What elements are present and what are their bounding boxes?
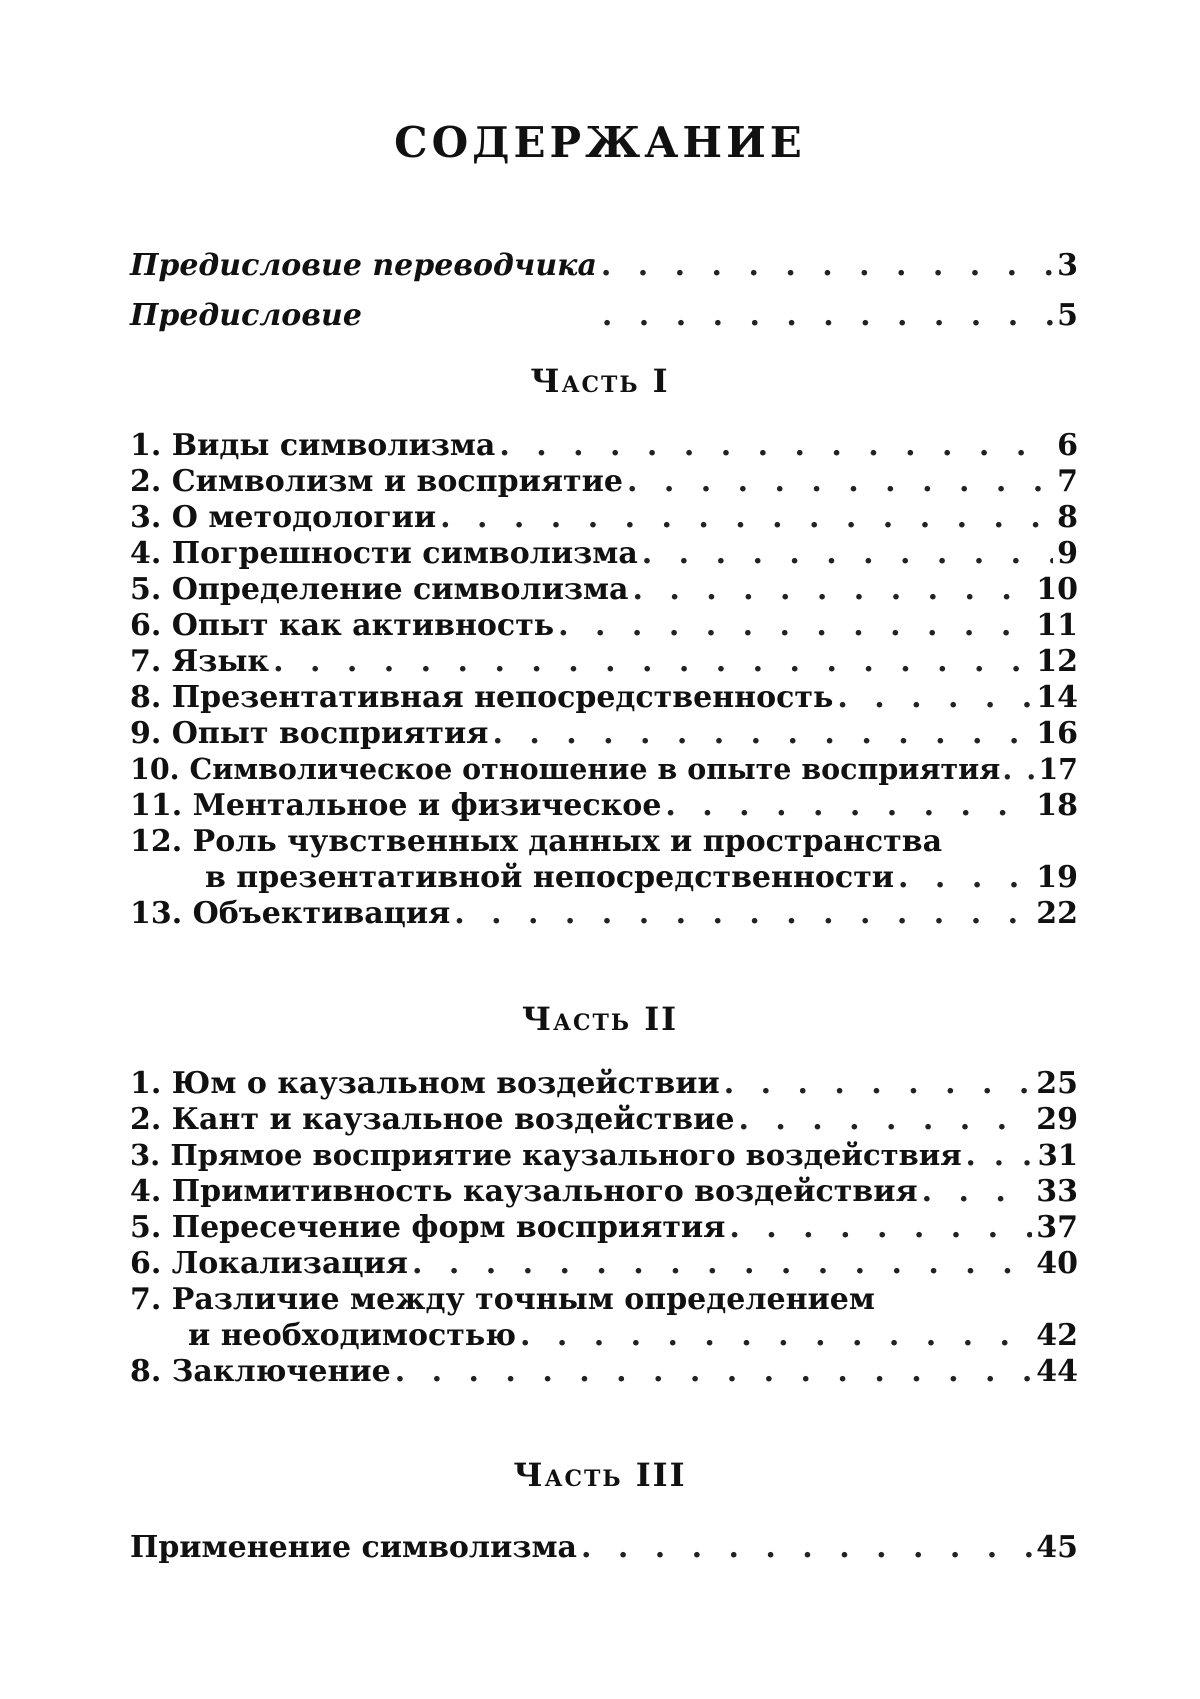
dot-leader: [499, 428, 1053, 463]
toc-entry: [130, 824, 1078, 860]
toc-entry-page: 45: [1036, 1530, 1078, 1565]
dot-leader: [922, 1174, 1033, 1209]
toc-entry-page: 33: [1036, 1174, 1078, 1209]
toc-entry-page: 44: [1036, 1354, 1078, 1389]
toc-entry-label: 12. Роль чувственных данных и пространства: [130, 824, 943, 859]
dot-leader: [412, 1246, 1032, 1281]
toc-entry: [130, 1066, 1078, 1102]
toc-entry: [130, 644, 1078, 680]
toc-entry-label: Предисловие: [130, 298, 362, 333]
dot-leader: [966, 1138, 1034, 1172]
toc-entry-label: 6. Локализация: [130, 1246, 408, 1281]
toc-entry-page: 10: [1036, 572, 1078, 607]
toc-entry-page: 42: [1036, 1318, 1078, 1353]
toc-entry-label: 11. Ментальное и физическое: [130, 788, 662, 823]
dot-leader: [492, 716, 1032, 751]
part-heading-2: Часть II: [521, 1000, 679, 1038]
toc-entry: [130, 716, 1078, 752]
toc-entry-label: 3. О методологии: [130, 500, 437, 535]
toc-entry-page: 16: [1036, 716, 1078, 751]
dot-leader: [837, 680, 1032, 715]
toc-entry-label: 7. Различие между точным определением: [130, 1282, 875, 1317]
dot-leader: [440, 500, 1053, 535]
dot-leader: [729, 1210, 1032, 1245]
toc-entry-page: 11: [1036, 608, 1078, 643]
toc-entry-page: 31: [1037, 1138, 1078, 1172]
toc-entry: [130, 572, 1078, 608]
toc-entry-continuation: [188, 1318, 1078, 1354]
toc-entry-label: в презентативной непосредственности: [205, 860, 895, 895]
toc-entry-page: 14: [1036, 680, 1078, 715]
dot-leader: [632, 572, 1032, 607]
part-heading-3: Часть III: [513, 1456, 687, 1494]
toc-entry-label: 9. Опыт восприятия: [130, 716, 489, 751]
toc-entry: [130, 788, 1078, 824]
dot-leader: [395, 1354, 1032, 1389]
toc-entry-page: 8: [1057, 500, 1078, 535]
dot-leader: [665, 788, 1032, 823]
dot-leader: [520, 1318, 1032, 1353]
dot-leader: [602, 298, 1053, 333]
toc-entry-label: Применение символизма: [130, 1530, 577, 1565]
toc-entry-page: 6: [1057, 428, 1078, 463]
dot-leader: [581, 1530, 1032, 1565]
dot-leader: [454, 896, 1032, 931]
toc-entry: [130, 536, 1078, 572]
toc-entry: [130, 896, 1078, 932]
toc-entry-label: 6. Опыт как активность: [130, 608, 555, 643]
toc-entry-label: 4. Примитивность каузального воздействия: [130, 1174, 918, 1209]
toc-entry: [130, 428, 1078, 464]
toc-entry-label: 8. Презентативная непосредственность: [130, 680, 834, 715]
dot-leader: [558, 608, 1032, 643]
dot-leader: [627, 464, 1053, 499]
toc-entry-translator-preface: [130, 248, 1078, 284]
toc-entry-label: 7. Язык: [130, 644, 270, 679]
toc-entry: [130, 1174, 1078, 1210]
toc-entry: [130, 680, 1078, 716]
dot-leader: [724, 1066, 1033, 1101]
toc-entry-label: 5. Определение символизма: [130, 572, 629, 607]
toc-entry-label: 5. Пересечение форм восприятия: [130, 1210, 726, 1245]
toc-entry-page: 19: [1036, 860, 1078, 895]
toc-entry-label: 1. Виды символизма: [130, 428, 496, 463]
toc-entry-page: 29: [1036, 1102, 1078, 1137]
toc-entry-page: 25: [1036, 1066, 1078, 1101]
toc-entry: [130, 464, 1078, 500]
toc-entry-label: 10. Символическое отношение в опыте восприятия: [130, 752, 1001, 786]
part-heading-1: Часть I: [530, 362, 670, 400]
toc-entry-preface: [130, 298, 1078, 334]
toc-entry: [130, 1138, 1078, 1174]
toc-entry-page: 5: [1057, 298, 1078, 333]
toc-entry: [130, 608, 1078, 644]
toc-entry-label: 2. Символизм и восприятие: [130, 464, 623, 499]
toc-entry: [130, 1246, 1078, 1282]
toc-entry-page: 37: [1036, 1210, 1078, 1245]
toc-entry-label: 2. Кант и каузальное воздействие: [130, 1102, 735, 1137]
toc-entry-page: 40: [1036, 1246, 1078, 1281]
toc-entry-page: 3: [1057, 248, 1078, 283]
toc-entry: [130, 500, 1078, 536]
toc-entry-page: 17: [1038, 752, 1078, 786]
toc-entry-label: и необходимостью: [188, 1318, 516, 1353]
toc-entry: [130, 752, 1078, 788]
dot-leader: [642, 536, 1053, 571]
toc-entry: [130, 1530, 1078, 1566]
toc-entry-label: 8. Заключение: [130, 1354, 391, 1389]
toc-entry-page: 22: [1036, 896, 1078, 931]
toc-entry-page: 12: [1036, 644, 1078, 679]
toc-entry: [130, 1102, 1078, 1138]
toc-entry-label: Предисловие переводчика: [130, 248, 597, 283]
toc-entry: [130, 1282, 1078, 1318]
toc-entry-page: 9: [1057, 536, 1078, 571]
toc-title: СОДЕРЖАНИЕ: [394, 118, 806, 167]
dot-leader: [273, 644, 1032, 679]
toc-entry-label: 1. Юм о каузальном воздействии: [130, 1066, 720, 1101]
toc-entry-page: 7: [1057, 464, 1078, 499]
dot-leader: [601, 248, 1053, 283]
toc-entry-label: 13. Объективация: [130, 896, 451, 931]
toc-entry: [130, 1354, 1078, 1390]
dot-leader: [1002, 752, 1036, 786]
dot-leader: [738, 1102, 1032, 1137]
toc-entry-label: 4. Погрешности символизма: [130, 536, 638, 571]
toc-entry-label: 3. Прямое восприятие каузального воздействия: [130, 1138, 962, 1172]
toc-entry-page: 18: [1036, 788, 1078, 823]
toc-entry-continuation: [205, 860, 1078, 896]
toc-entry: [130, 1210, 1078, 1246]
dot-leader: [898, 860, 1032, 895]
